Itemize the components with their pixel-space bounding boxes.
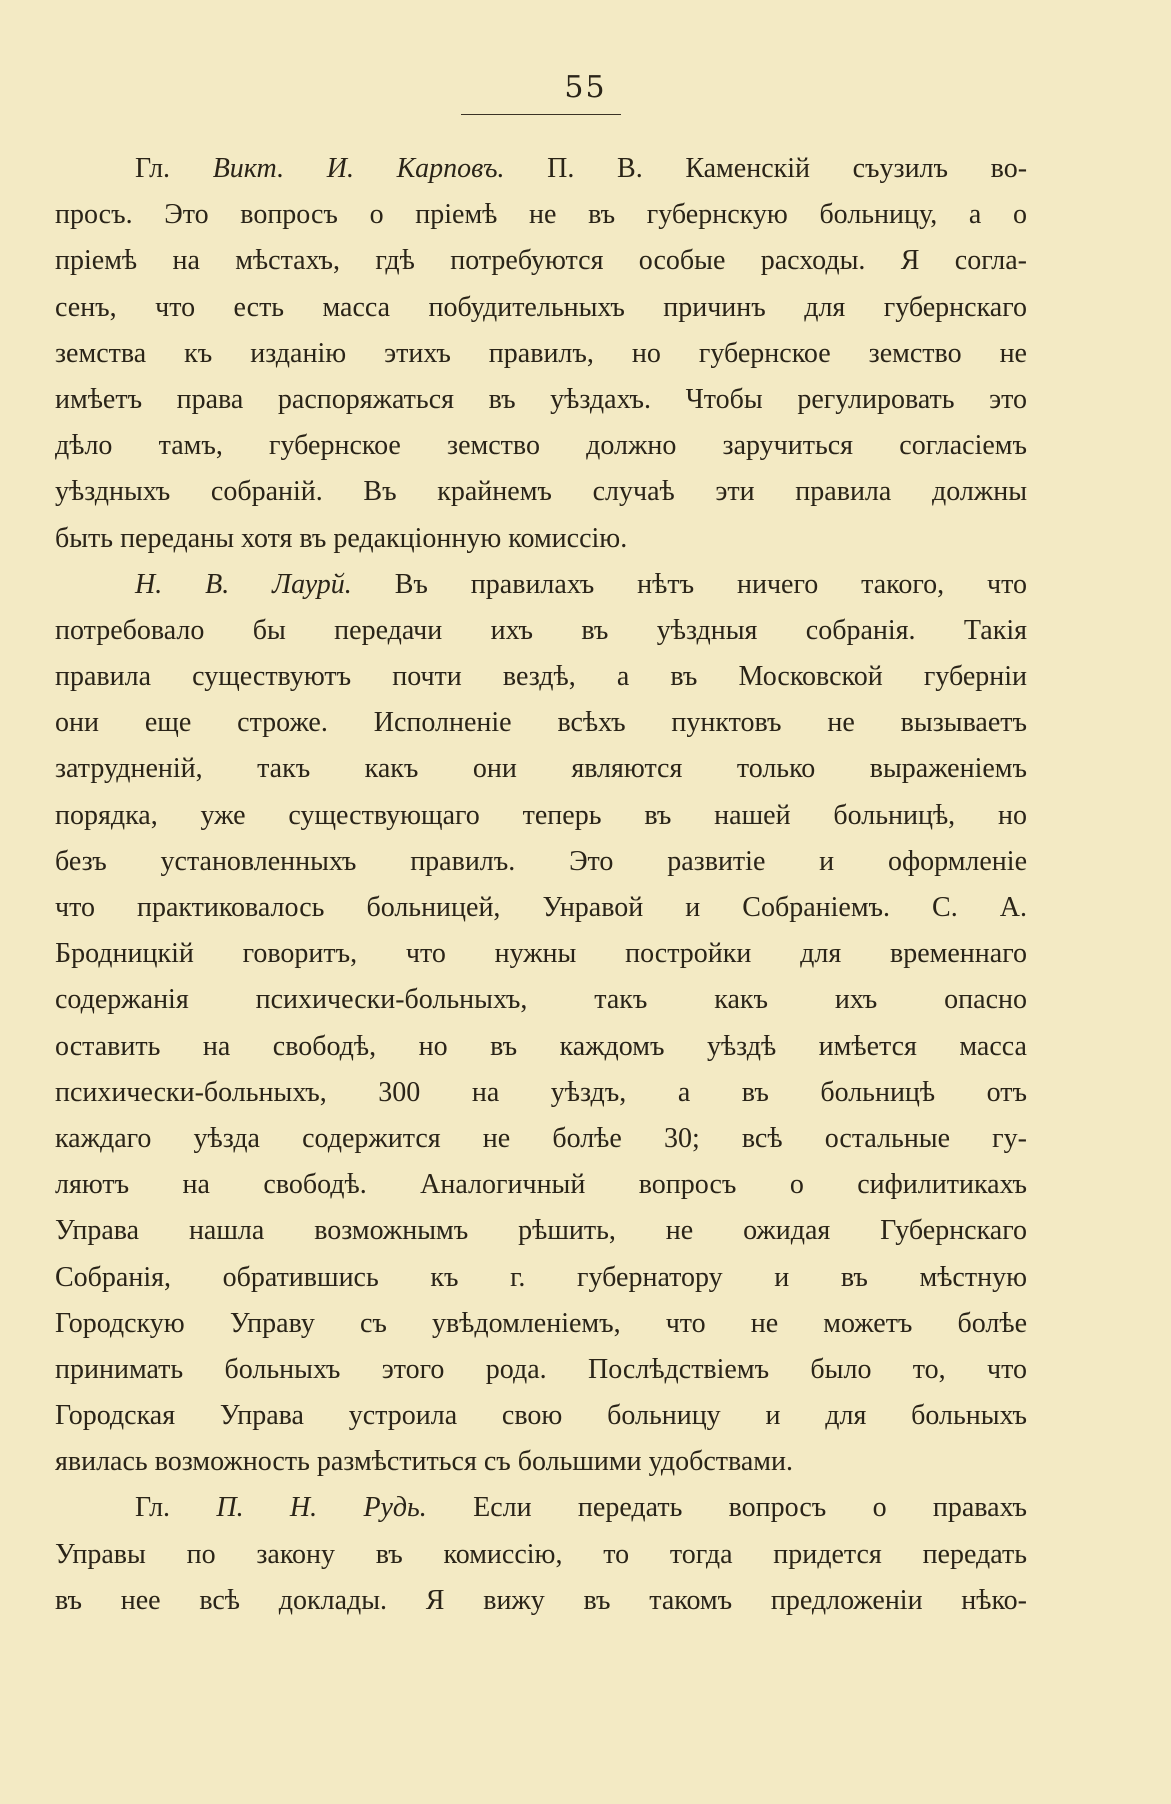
text-line: земства къ изданію этихъ правилъ, но губернское земство не xyxy=(55,337,1027,369)
text-line: потребовало бы передачи ихъ въ уѣздныя собранія. Такія xyxy=(55,614,1027,646)
text-line: безъ установленныхъ правилъ. Это развитіе и оформленіе xyxy=(55,845,1027,877)
text-line: Бродницкій говоритъ, что нужны постройки для временнаго xyxy=(55,938,1027,970)
text-line: просъ. Это вопросъ о пріемѣ не въ губернскую больницу, а о xyxy=(55,199,1027,231)
text-line: ляютъ на свободѣ. Аналогичный вопросъ о сифилитикахъ xyxy=(55,1169,1027,1201)
paragraph-3-line-1 xyxy=(55,1485,1027,1531)
text-line: сенъ, что есть масса побудительныхъ причинъ для губернскаго xyxy=(55,291,1027,323)
line-text: Если передать вопросъ о правахъ xyxy=(473,1492,1027,1524)
text-line: правила существуютъ почти вездѣ, а въ Московской губерніи xyxy=(55,661,1027,693)
line-text: Въ правилахъ нѣтъ ничего такого, что xyxy=(394,568,1027,600)
text-line: быть переданы хотя въ редакціонную комиссію. xyxy=(55,522,628,554)
body-text xyxy=(55,146,1027,1624)
text-line: порядка, уже существующаго теперь въ нашей больницѣ, но xyxy=(55,799,1027,831)
text-line: въ нее всѣ доклады. Я вижу въ такомъ предложеніи нѣко- xyxy=(55,1584,1027,1616)
header-rule xyxy=(461,114,621,115)
speaker-prefix: Гл. xyxy=(135,153,171,184)
text-line: пріемѣ на мѣстахъ, гдѣ потребуются особые расходы. Я согла- xyxy=(55,245,1027,277)
text-line: уѣздныхъ собраній. Въ крайнемъ случаѣ эти правила должны xyxy=(55,476,1027,508)
paragraph-1-line-1 xyxy=(55,146,1027,192)
text-line: дѣло тамъ, губернское земство должно заручиться согласіемъ xyxy=(55,430,1027,462)
text-line: явилась возможность размѣститься съ большими удобствами. xyxy=(55,1446,793,1478)
text-line: содержанія психически-больныхъ, такъ какъ ихъ опасно xyxy=(55,984,1027,1016)
text-line: Городская Управа устроила свою больницу и для больныхъ xyxy=(55,1400,1027,1432)
speaker-name: Н. В. Лаурй. xyxy=(135,568,352,600)
text-line: оставить на свободѣ, но въ каждомъ уѣздѣ имѣется масса xyxy=(55,1030,1027,1062)
text-line: принимать больныхъ этого рода. Послѣдствіемъ было то, что xyxy=(55,1353,1027,1385)
text-line: Управы по закону въ комиссію, то тогда придется передать xyxy=(55,1538,1027,1570)
speaker-prefix: Гл. xyxy=(135,1492,171,1524)
line-text: П. В. Каменскій съузилъ во- xyxy=(547,153,1027,184)
text-line: Городскую Управу съ увѣдомленіемъ, что не можетъ болѣе xyxy=(55,1307,1027,1339)
text-line: психически-больныхъ, 300 на уѣздъ, а въ больницѣ отъ xyxy=(55,1076,1027,1108)
paragraph-2-line-1 xyxy=(55,562,1027,608)
text-line: каждаго уѣзда содержится не болѣе 30; всѣ остальные гу- xyxy=(55,1122,1027,1154)
text-line: имѣетъ права распоряжаться въ уѣздахъ. Чтобы регулировать это xyxy=(55,383,1027,415)
speaker-name: Викт. И. Карповъ. xyxy=(212,153,505,184)
text-line: Управа нашла возможнымъ рѣшить, не ожидая Губернскаго xyxy=(55,1215,1027,1247)
page-number: 55 xyxy=(564,70,607,105)
speaker-name: П. Н. Рудь. xyxy=(216,1492,427,1524)
text-line: Собранія, обратившись къ г. губернатору и въ мѣстную xyxy=(55,1261,1027,1293)
text-line: они еще строже. Исполненіе всѣхъ пунктовъ не вызываетъ xyxy=(55,707,1027,739)
text-line: затрудненій, такъ какъ они являются только выраженіемъ xyxy=(55,753,1027,785)
text-line: что практиковалось больницей, Унравой и Собраніемъ. С. А. xyxy=(55,892,1027,923)
